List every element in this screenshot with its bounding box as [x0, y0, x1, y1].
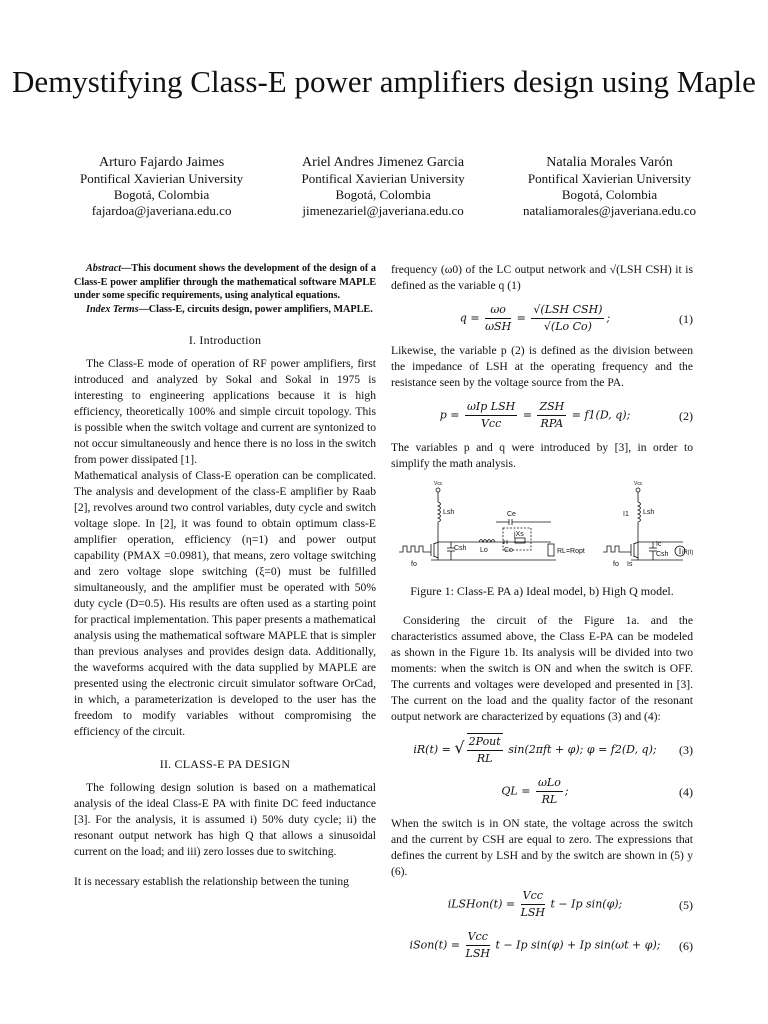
eq1-fraction-2	[531, 302, 604, 335]
paper-title: Demystifying Class-E power amplifiers design using Maple	[12, 64, 756, 99]
abstract-text: —This document shows the development of the design of a Class-E power amplifier through the mathematical software MAPLE under some specific requirements, using analytical equations.	[74, 263, 376, 301]
eq3-tail: sin(2πft + φ); φ = f2(D, q);	[508, 743, 657, 756]
left-column	[74, 262, 376, 890]
equation-1	[391, 302, 693, 335]
intro-paragraph-1: The Class-E mode of operation of RF power amplifiers, first introduced and analyzed by Sokal and Sokal in 1975 is interesting to engineering applications because it is high efficiency, theoretically 100% and simple circuit topology. This is possible when the switch voltage and current are syntonized to not occur simultaneously and hence there is no loss in the switch from power dissipated [1].	[74, 357, 376, 466]
label-ir-b: iR(t)	[682, 550, 693, 556]
equation-2	[391, 399, 693, 432]
eq2-f1-numerator: ωIp LSH	[465, 399, 517, 416]
equation-6	[391, 929, 693, 962]
eq3-numerator: 2Pout	[467, 734, 503, 751]
label-vcc-a: Vcc	[434, 481, 443, 487]
label-csh-a: Csh	[454, 545, 467, 552]
right-column	[391, 262, 693, 970]
author-affiliation: Pontifical Xavierian University	[301, 171, 465, 186]
eq3-lhs: iR(t) =	[413, 743, 451, 756]
author-3	[523, 154, 696, 219]
eq4-lhs: QL =	[501, 784, 531, 798]
author-name: Arturo Fajardo Jaimes	[98, 155, 225, 170]
eq2-f2-denominator: RPA	[540, 417, 564, 430]
author-1	[80, 154, 243, 219]
eq5-numerator: Vcc	[521, 888, 545, 905]
abstract	[74, 262, 376, 303]
square-wave-a	[399, 546, 431, 552]
eq5-denominator: LSH	[520, 906, 546, 919]
eq2-fraction-1	[465, 399, 517, 432]
eq1-mid: =	[516, 311, 526, 325]
circuit-diagram	[391, 480, 693, 575]
inductor-lsh-a	[438, 502, 441, 522]
label-lsh-a: Lsh	[443, 509, 455, 516]
eq2-mid: =	[522, 408, 532, 422]
label-i1-b: I1	[623, 511, 629, 518]
resistor-rl-a	[548, 544, 554, 556]
section-heading-design: II. CLASS-E PA DESIGN	[159, 757, 291, 771]
author-email: nataliamorales@javeriana.edu.co	[523, 203, 696, 218]
right-paragraph-3: The variables p and q were introduced by [3], in order to simplify the math analysis.	[391, 441, 693, 470]
label-co-a: Co	[504, 547, 513, 554]
author-city: Bogotá, Colombia	[335, 187, 431, 202]
index-terms	[74, 303, 376, 317]
author-block	[80, 154, 696, 219]
right-paragraph-1: frequency (ω0) of the LC output network and √(LSH CSH) it is defined as the variable q (1)	[391, 263, 693, 292]
eq3-denominator: RL	[476, 752, 493, 765]
intro-paragraph-2: Mathematical analysis of Class-E operation can be complicated. The analysis and development of the class-E amplifier by Raab [2], revolves around two control variables, duty cycle and switch voltage slope. In [2], it was found to obtain optimum class-E amplifier operation, efficiency (η=1) and power output capability (PMAX =0.0981), that means, zero voltage switching and zero voltage slope switching (ξ=0) must be fulfilled simultaneously, and the amplifier must be operated with 50% duty cycle (D=0.5). His results are often used as a starting point for practical implementation. This paper presents a mathematical analysis using the mathematical software MAPLE that is simpler than previous analyses and provides design data. Additionally, the waveforms acquired with the data supplied by MAPLE are presented using the electronic circuit simulator software OrCad, in which, a parameterization is developed to the user has the freedom to modify variables without compromising the efficiency of the circuit.	[74, 469, 376, 738]
circuit-b-high-q-model	[603, 481, 693, 568]
author-email: fajardoa@javeriana.edu.co	[91, 203, 232, 218]
eq1-f2-denominator: √(Lo Co)	[543, 320, 592, 333]
right-paragraph-4: Considering the circuit of the Figure 1a. and the characteristics assumed above, the Class E-PA can be modeled as shown in the Figure 1b. Its analysis will be divided into two moments: when the switch is ON and when the switch is OFF. The currents and voltages were developed and presented in [3]. The current on the load and the quality factor of the resonant output network are characterized by equations (3) and (4):	[391, 614, 693, 723]
eq5-lhs: iLSHon(t) =	[447, 897, 516, 911]
equation-number-5: (5)	[679, 897, 693, 912]
author-2	[302, 154, 465, 219]
figure-caption: Figure 1: Class-E PA a) Ideal model, b) High Q model.	[410, 584, 674, 598]
abstract-label: Abstract	[86, 263, 122, 274]
eq2-fraction-2	[537, 399, 566, 432]
eq2-f2-numerator: ZSH	[537, 399, 566, 416]
eq6-denominator: LSH	[465, 947, 490, 960]
eq1-tail: ;	[606, 311, 611, 325]
label-lo-a: Lo	[480, 547, 488, 554]
label-fo-a: fo	[411, 561, 417, 568]
label-vcc-b: Vcc	[634, 481, 643, 487]
eq1-lhs: q =	[459, 311, 480, 325]
author-name: Natalia Morales Varón	[546, 155, 673, 170]
equation-number-1: (1)	[679, 311, 693, 326]
inductor-lsh-b	[638, 502, 641, 522]
eq1-f1-denominator: ωSH	[485, 320, 512, 333]
design-paragraph-1: The following design solution is based on a mathematical analysis of the ideal Class-E PA with finite DC feed inductance [3]. For the analysis, it is assumed i) 50% duty cycle; ii) the resonant output network has high Q that allows a sinusoidal current on the load; and iii) zero losses due to switching.	[74, 781, 376, 858]
eq5-tail: t − Ip sin(φ);	[550, 897, 623, 911]
author-city: Bogotá, Colombia	[561, 187, 658, 202]
index-terms-text: —Class-E, circuits design, power amplifiers, MAPLE.	[138, 303, 373, 315]
author-affiliation: Pontifical Xavierian University	[80, 171, 244, 186]
eq2-tail: = f1(D, q);	[571, 408, 631, 422]
section-heading-introduction: I. Introduction	[188, 333, 262, 347]
eq6-lhs: iSon(t) =	[409, 938, 461, 952]
label-ce-a: Ce	[507, 511, 516, 518]
eq4-denominator: RL	[541, 793, 558, 806]
right-paragraph-2: Likewise, the variable p (2) is defined as the division between the impedance of LSH at the operating frequency and the resistance seen by the voltage source from the PA.	[391, 344, 693, 389]
author-affiliation: Pontifical Xavierian University	[527, 171, 692, 186]
label-is-b: Is	[627, 561, 633, 568]
author-name: Ariel Andres Jimenez Garcia	[302, 155, 465, 170]
eq1-f2-numerator: √(LSH CSH)	[531, 302, 604, 319]
eq2-lhs: p =	[439, 408, 460, 422]
eq6-tail: t − Ip sin(φ) + Ip sin(ωt + φ);	[495, 938, 661, 952]
sqrt-sign-icon: √	[454, 738, 465, 757]
label-rl-a: RL=Ropt	[557, 548, 585, 555]
square-wave-b	[603, 546, 631, 552]
eq2-f1-denominator: Vcc	[480, 417, 502, 430]
author-email: jimenezariel@javeriana.edu.co	[302, 203, 464, 218]
equation-number-2: (2)	[679, 408, 693, 423]
eq4-tail: ;	[564, 784, 569, 798]
eq1-fraction-1	[485, 302, 511, 335]
equation-number-3: (3)	[679, 743, 693, 757]
label-jxs-a: jXs	[514, 531, 524, 538]
eq4-fraction	[536, 775, 563, 808]
index-terms-label: Index Terms	[86, 303, 139, 315]
label-fo-b: fo	[613, 561, 619, 568]
vcc-terminal-a	[436, 488, 440, 492]
eq5-fraction	[521, 888, 545, 921]
label-ic-b: Ic	[656, 541, 662, 548]
vcc-terminal-b	[636, 488, 640, 492]
author-city: Bogotá, Colombia	[113, 187, 210, 202]
equation-5	[391, 888, 693, 921]
right-paragraph-5: When the switch is in ON state, the voltage across the switch and the current by CSH are equal to zero. The expressions that defines the current by LSH and by the switch are shown in (5) y (6).	[391, 817, 693, 878]
equation-number-4: (4)	[679, 784, 693, 799]
label-csh-b: Csh	[656, 551, 669, 558]
eq1-f1-numerator: ωo	[485, 302, 511, 319]
design-paragraph-2: It is necessary establish the relationship between the tuning	[74, 875, 349, 888]
figure-1	[391, 480, 693, 599]
equation-3	[391, 733, 693, 767]
eq3-sqrt-fraction	[467, 733, 503, 767]
eq4-numerator: ωLo	[536, 775, 563, 792]
equation-number-6: (6)	[679, 938, 693, 953]
circuit-a-ideal-model	[399, 481, 585, 568]
label-lsh-b: Lsh	[643, 509, 655, 516]
equation-4	[391, 775, 693, 808]
eq6-fraction	[466, 929, 490, 962]
eq6-numerator: Vcc	[466, 929, 490, 946]
